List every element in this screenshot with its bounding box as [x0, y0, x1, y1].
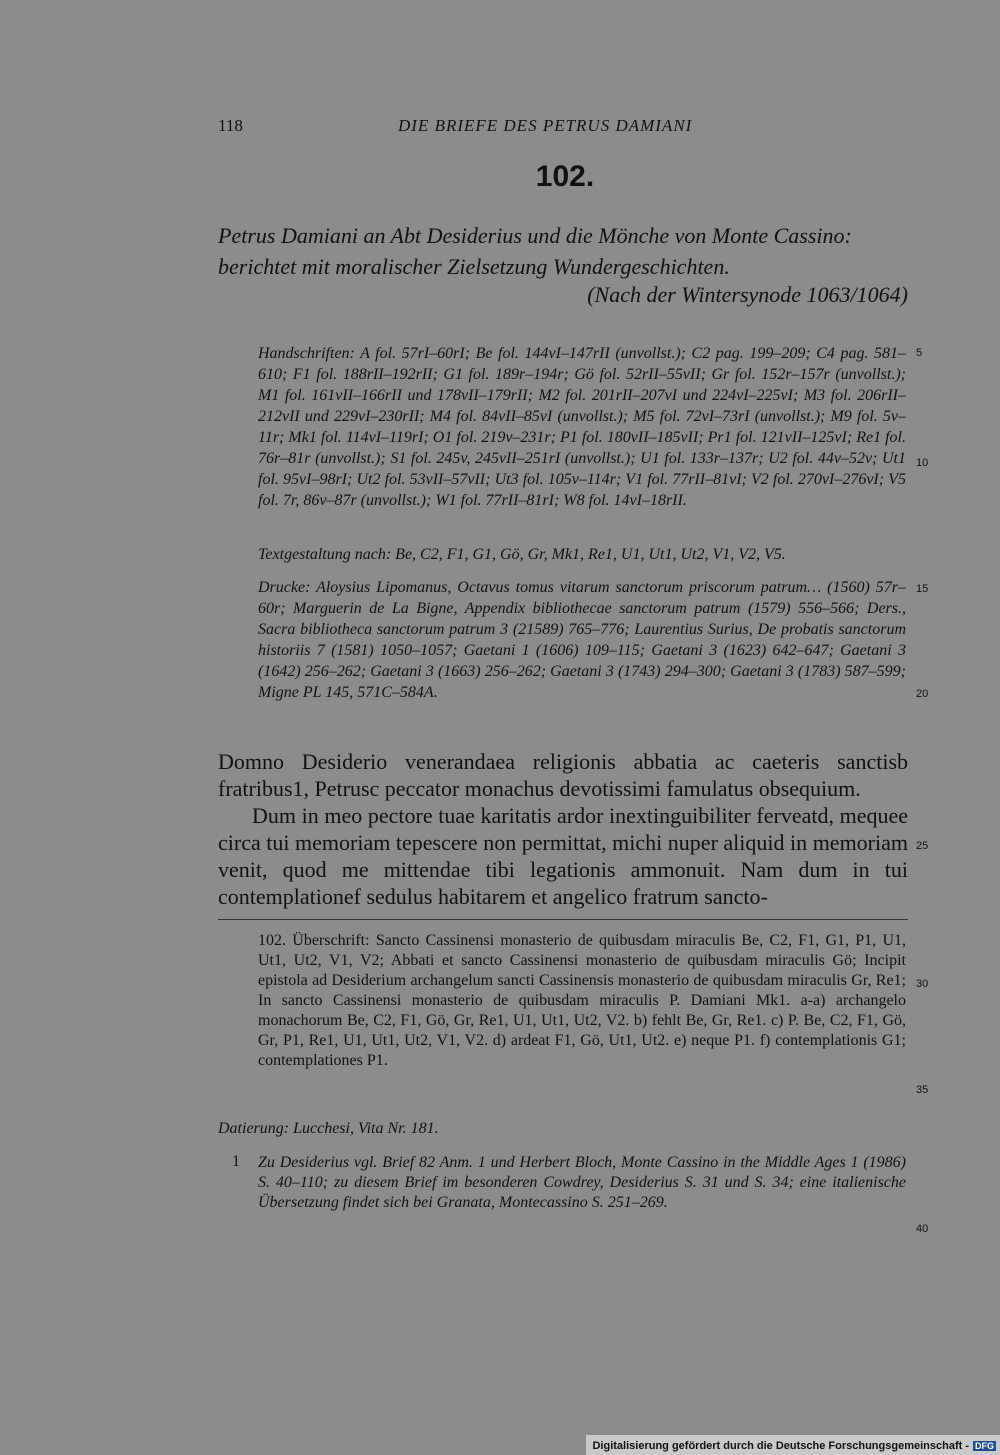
line-number: 5	[916, 347, 923, 359]
dfg-logo: DFG	[975, 1441, 994, 1451]
salutation-paragraph: Domno Desiderio venerandaea religionis abbatia ac caeteris sanctisb fratribus1, Petrusc peccator monachus devotissimi famulatus obsequium.	[218, 749, 908, 801]
letter-number: 102.	[535, 160, 595, 193]
line-number: 35	[916, 1084, 929, 1096]
footnote-text: Zu Desiderius vgl. Brief 82 Anm. 1 und Herbert Bloch, Monte Cassino in the Middle Ages 1 (1986) S. 40–110; zu diesem Brief im besonderen Cowdrey, Desiderius S. 31 und S. 34; eine italienische Übersetzung findet sich bei Granata, Montecassino S. 251–269.	[258, 1154, 906, 1211]
datierung: Datierung: Lucchesi, Vita Nr. 181.	[218, 1120, 439, 1137]
critical-notes: 102. Überschrift: Sancto Cassinensi monasterio de quibusdam miraculis Be, C2, F1, G1, P1, U1, Ut1, Ut2, V1, V2; Abbati et sancto Cassinensi monasterio de quibusdam miraculis Gö; Incipit epistola ad Desiderium archangelum sancti Cassinensis monasterio de quibusdam miraculis Gr, Re1; In sancto Cassinensi monasterio de quibusdam miraculis P. Damiani Mk1. a-a) archangelo monachorum Be, C2, F1, Gö, Gr, Re1, U1, Ut1, Ut2, V2. b) fehlt Be, Gr, Re1. c) P. Be, C2, F1, Gö, Gr, P1, Re1, U1, Ut1, Ut2, V1, V2. d) ardeat F1, Gö, Ut1, Ut2. e) neque P1. f) contemplationis G1; contemplationes P1.	[258, 932, 906, 1069]
letter-date: (Nach der Wintersynode 1063/1064)	[587, 282, 908, 307]
line-number: 10	[916, 457, 929, 469]
running-title: DIE BRIEFE DES PETRUS DAMIANI	[398, 116, 693, 135]
letter-title: Petrus Damiani an Abt Desiderius und die Mönche von Monte Cassino: berichtet mit moralischer Zielsetzung Wundergeschichten.	[218, 223, 852, 279]
main-paragraph: Dum in meo pectore tuae karitatis ardor inextinguibiliter ferveatd, mequee circa tui memoriam tepescere non permittat, michi nuper aliquid in memoriam venit, quod me mittendae tibi legationis ammonuit. Nam dum in tui contemplationef sedulus habitarem et angelico fratrum sancto-	[218, 803, 908, 909]
footnote-mark: 1	[232, 1153, 240, 1170]
line-number: 20	[916, 688, 929, 700]
textgestaltung: Textgestaltung nach: Be, C2, F1, G1, Gö, Gr, Mk1, Re1, U1, Ut1, Ut2, V1, V2, V5.	[258, 546, 786, 563]
line-number: 25	[916, 840, 929, 852]
drucke: Drucke: Aloysius Lipomanus, Octavus tomus vitarum sanctorum priscorum patrum… (1560) 57r–60r; Marguerin de La Bigne, Appendix bibliothecae sanctorum patrum (1579) 556–566; Ders., Sacra bibliotheca sanctorum patrum 3 (21589) 765–776; Laurentius Surius, De probatis sanctorum historiis 7 (1581) 1050–1057; Gaetani 1 (1606) 109–115; Gaetani 3 (1623) 642–647; Gaetani 3 (1642) 256–262; Gaetani 3 (1663) 256–262; Gaetani 3 (1743) 294–300; Gaetani 3 (1783) 587–599; Migne PL 145, 571C–584A.	[258, 579, 906, 701]
footer-text: Digitalisierung gefördert durch die Deutsche Forschungsgemeinschaft -	[592, 1440, 969, 1452]
line-number: 30	[916, 978, 929, 990]
line-number: 40	[916, 1223, 929, 1235]
digitization-footer	[586, 1435, 1000, 1455]
line-number: 15	[916, 583, 929, 595]
page-number: 118	[218, 116, 243, 135]
handschriften: Handschriften: A fol. 57rI–60rI; Be fol. 144vI–147rII (unvollst.); C2 pag. 199–209; C4 pag. 581–610; F1 fol. 188rII–192rII; G1 fol. 189r–194r; Gö fol. 52rII–55vII; Gr fol. 152r–157r (unvollst.); M1 fol. 161vII–166rII und 178vII–179rII; M2 fol. 201rII–207vI und 224vI–225vI; M3 fol. 206rII–212vII und 229vI–230rII; M4 fol. 84vII–85vI (unvollst.); M5 fol. 72vI–73rI (unvollst.); M9 fol. 5v–11r; Mk1 fol. 114vI–119rI; O1 fol. 219v–231r; P1 fol. 180vII–185vII; Pr1 fol. 121vII–125vI; Re1 fol. 76r–81r (unvollst.); S1 fol. 245v, 245vII–251rI (unvollst.); U1 fol. 133r–137r; U2 fol. 44v–52v; Ut1 fol. 95vI–98rI; Ut2 fol. 53vII–57vII; Ut3 fol. 105v–114r; V1 fol. 77rII–81vI; V2 fol. 270vI–276vI; V5 fol. 7r, 86v–87r (unvollst.); W1 fol. 77rII–81rI; W8 fol. 14vI–18rII.	[258, 345, 906, 509]
footnote-divider	[218, 919, 908, 920]
